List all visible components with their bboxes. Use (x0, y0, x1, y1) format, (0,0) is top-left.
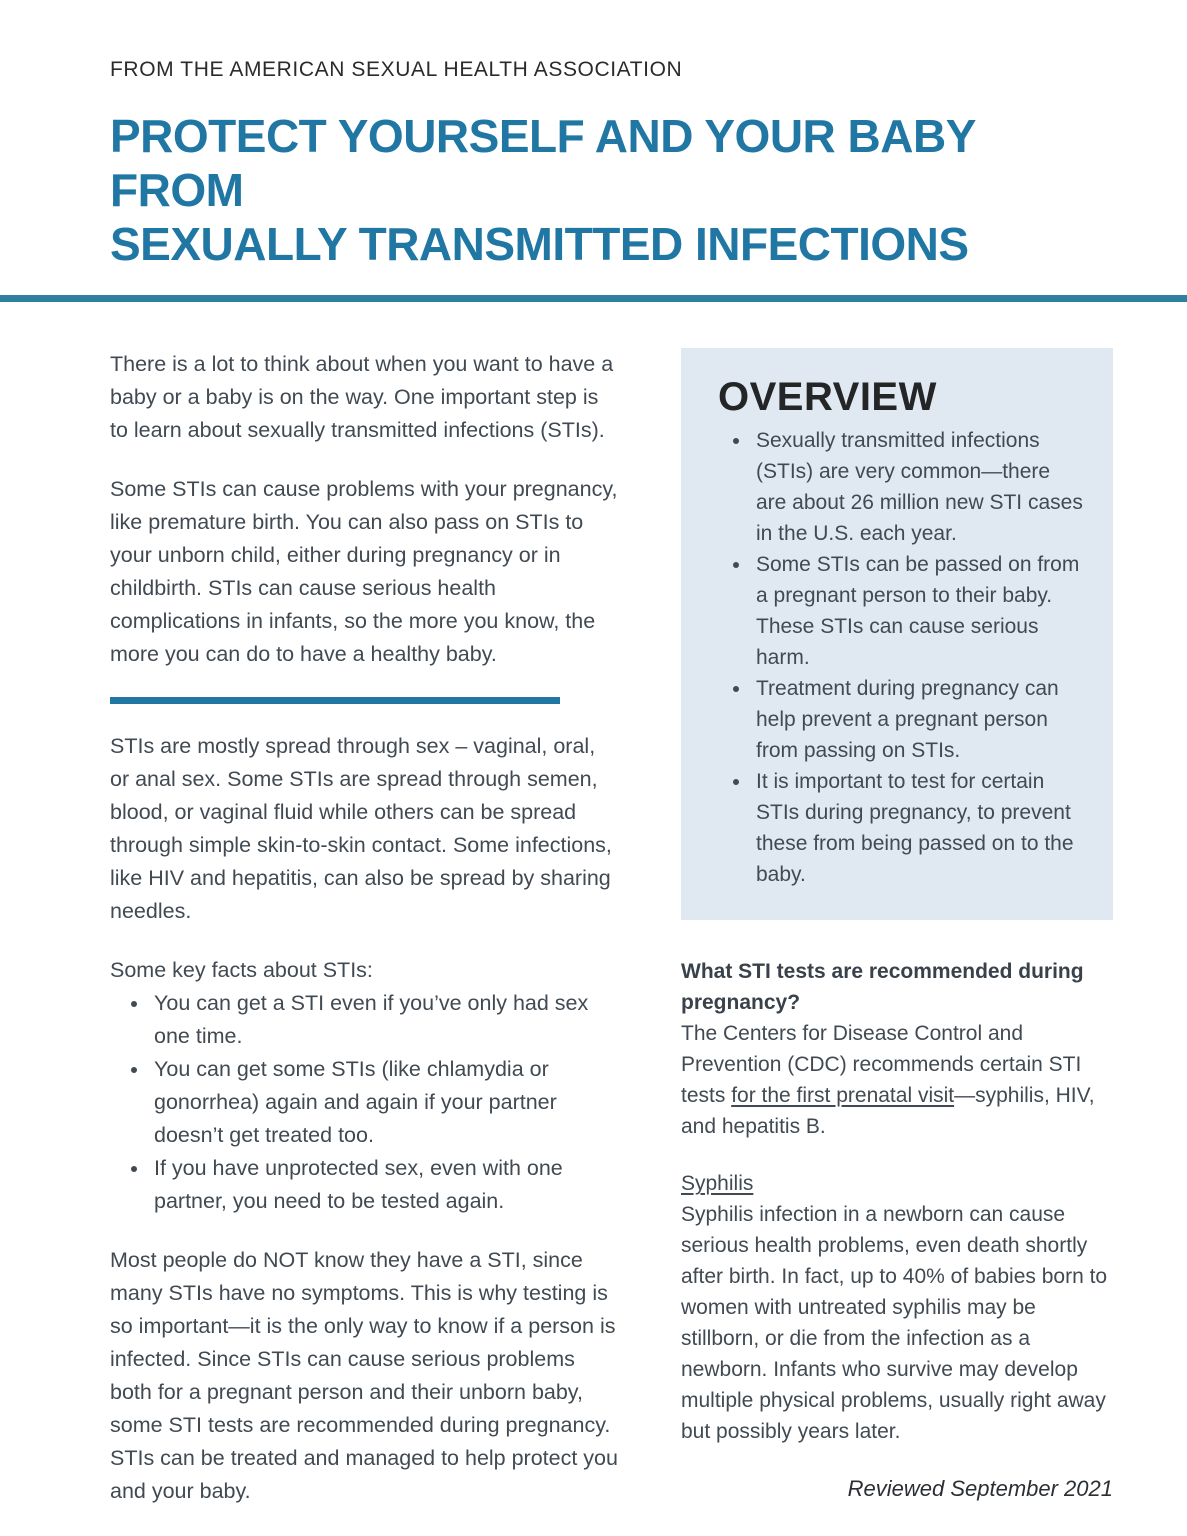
overview-bullet: • Some STIs can be passed on from a pregnant person to their baby. These STIs can cause serious harm. (752, 549, 1085, 673)
overview-bullet: • It is important to test for certain STIs during pregnancy, to prevent these from being passed on to the baby. (752, 766, 1085, 890)
testing-importance-paragraph: Most people do NOT know they have a STI, since many STIs have no symptoms. This is why testing is so important—it is the only way to know if a person is infected. Since STIs can cause serious problems both for a pregnant person and their unborn baby, some STI tests are recommended during pregnancy. STIs can be treated and managed to help protect you and your baby. (110, 1248, 618, 1504)
tests-paragraph-text: The Centers for Disease Control and Prevention (CDC) recommends certain STI tests (681, 1022, 1082, 1108)
syphilis-heading: Syphilis (681, 1172, 754, 1196)
overview-title: OVERVIEW (718, 375, 937, 420)
overview-bullets (718, 425, 1085, 890)
content-columns (0, 302, 1187, 1534)
key-fact-item: • You can get some STIs (like chlamydia or gonorrhea) again and again if your partner doesn’t get treated too. (150, 1053, 620, 1152)
tests-paragraph-text-after: —syphilis, HIV, and hepatitis B. (681, 1084, 1095, 1139)
key-fact-item: • You can get a STI even if you’ve only had sex one time. (150, 987, 620, 1053)
key-facts-list (110, 987, 620, 1218)
overview-box (681, 348, 1113, 920)
overview-bullet: • Sexually transmitted infections (STIs) are very common—there are about 26 million new STI cases in the U.S. each year. (752, 425, 1085, 549)
prenatal-visit-link[interactable]: for the first prenatal visit (731, 1084, 955, 1108)
page-title (110, 110, 1113, 271)
reviewed-date: Reviewed September 2021 (847, 1476, 1113, 1502)
page-title-line1: PROTECT YOURSELF AND YOUR BABY FROM (110, 110, 976, 216)
header-divider (0, 295, 1187, 302)
spread-paragraph: STIs are mostly spread through sex – vaginal, oral, or anal sex. Some STIs are spread through semen, blood, or vaginal fluid while others can be spread through simple skin-to-skin contact. Some infections, like HIV and hepatitis, can also be spread by sharing needles. (110, 734, 612, 924)
page-title-line2: SEXUALLY TRANSMITTED INFECTIONS (110, 217, 969, 270)
key-fact-item: • If you have unprotected sex, even with one partner, you need to be tested again. (150, 1152, 620, 1218)
syphilis-paragraph: Syphilis infection in a newborn can cause serious health problems, even death shortly after birth. In fact, up to 40% of babies born to women with untreated syphilis may be stillborn, or die from the infection as a newborn. Infants who survive may develop multiple physical problems, usually right away but possibly years later. (681, 1203, 1108, 1444)
source-kicker: FROM THE AMERICAN SEXUAL HEALTH ASSOCIATION (110, 58, 683, 81)
left-column (110, 348, 620, 1534)
page-header (0, 0, 1187, 271)
intro-paragraph: There is a lot to think about when you want to have a baby or a baby is on the way. One important step is to learn about sexually transmitted infections (STIs). (110, 352, 614, 443)
right-column (681, 348, 1113, 1534)
section-accent-bar (110, 697, 560, 704)
key-facts-intro: Some key facts about STIs: (110, 958, 373, 983)
pregnancy-risks-paragraph: Some STIs can cause problems with your pregnancy, like premature birth. You can also pass on STIs to your unborn child, either during pregnancy or in childbirth. STIs can cause serious health complications in infants, so the more you know, the more you can do to have a healthy baby. (110, 477, 618, 667)
tests-heading: What STI tests are recommended during pregnancy? (681, 960, 1084, 1015)
tests-paragraph (681, 1018, 1113, 1142)
overview-bullet: • Treatment during pregnancy can help prevent a pregnant person from passing on STIs. (752, 673, 1085, 766)
